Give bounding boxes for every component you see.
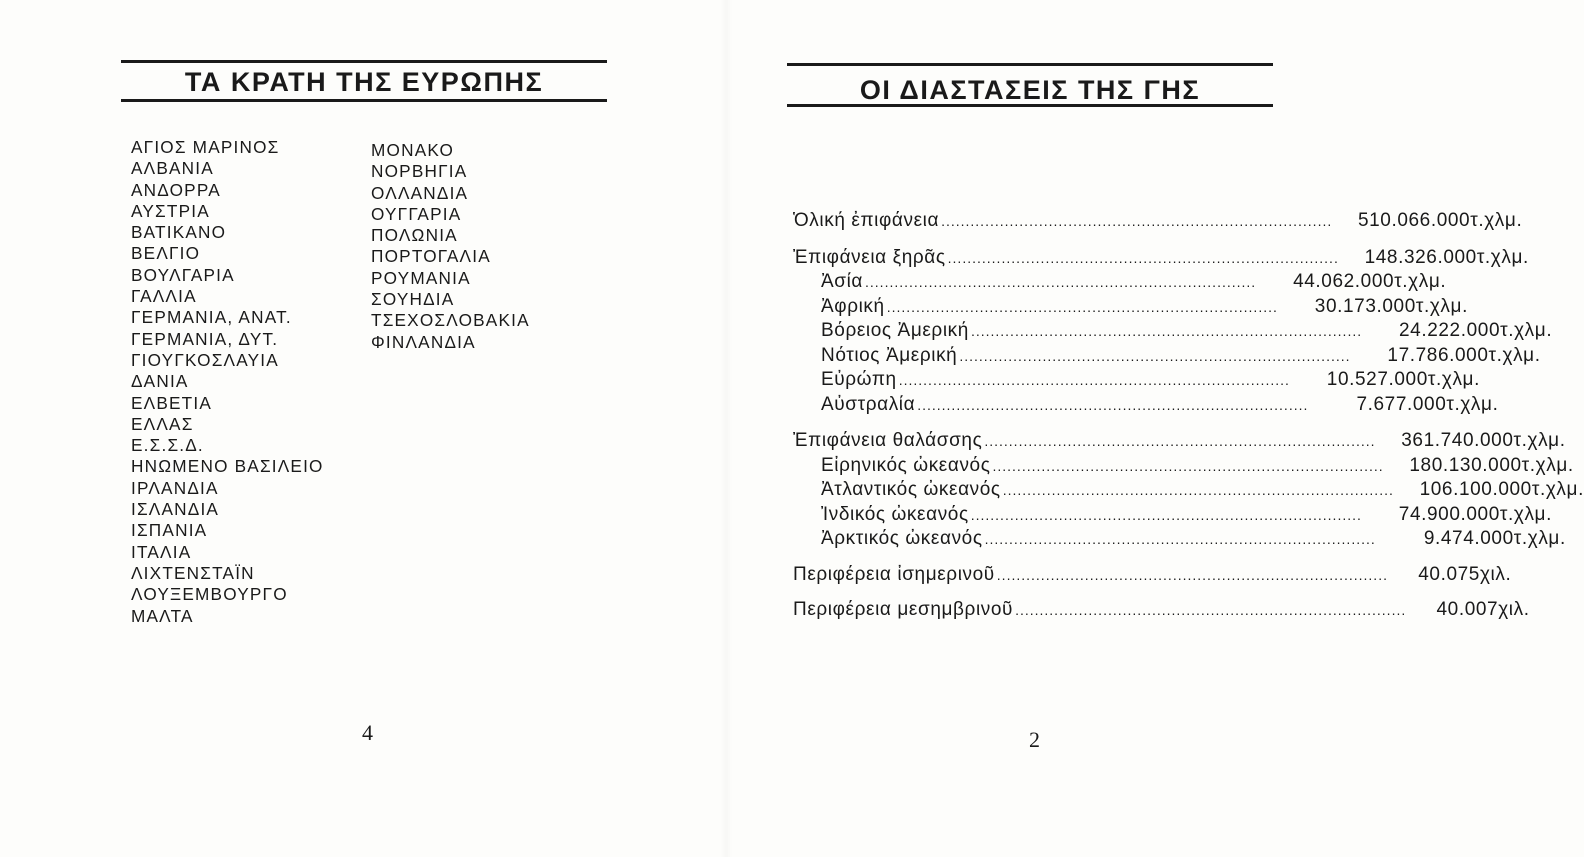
dot-leader: ................................................................................	[898, 372, 1290, 388]
stat-row	[793, 295, 1468, 320]
country-name: ΛΙΧΤΕΝΣΤΑΪΝ	[131, 562, 255, 583]
stat-label: Ἀτλαντικός ὠκεανός	[821, 479, 1001, 500]
country-name: ΓΑΛΛΙΑ	[131, 286, 197, 307]
stat-row	[793, 527, 1566, 552]
dot-leader: ................................................................................	[1002, 482, 1394, 498]
stat-label: Ἀσία	[821, 271, 864, 292]
right-page	[726, 0, 1584, 857]
stat-value: 180.130.000	[1409, 454, 1522, 476]
stat-row	[793, 344, 1541, 369]
stat-label: Αὐστραλία	[821, 393, 916, 415]
dot-leader: ................................................................................	[959, 347, 1351, 364]
country-name: ΟΥΓΓΑΡΙΑ	[371, 203, 462, 224]
dot-leader: ................................................................................	[917, 396, 1309, 413]
country-name: ΑΓΙΟΣ ΜΑΡΙΝΟΣ	[131, 137, 280, 157]
country-name: ΦΙΝΛΑΝΔΙΑ	[371, 331, 476, 352]
country-name: ΜΑΛΤΑ	[131, 605, 194, 626]
stat-unit: τ.χλμ.	[1476, 246, 1529, 268]
stat-unit: τ.χλμ.	[1499, 503, 1552, 525]
stat-row	[793, 393, 1499, 418]
country-name: ΠΟΛΩΝΙΑ	[371, 225, 458, 246]
country-name: ΝΟΡΒΗΓΙΑ	[371, 161, 468, 182]
stat-row	[793, 503, 1552, 528]
right-page-number: 2	[1029, 727, 1040, 752]
right-page-heading	[787, 63, 1273, 107]
meridian-circumference-row	[793, 598, 1530, 623]
country-name: ΕΛΒΕΤΙΑ	[131, 392, 213, 413]
stat-label: Περιφέρεια ἰσημερινοῦ	[793, 563, 995, 585]
stat-value: 17.786.000	[1387, 344, 1489, 366]
left-page	[0, 0, 726, 857]
stat-label: Ἀρκτικός ὠκεανός	[821, 528, 983, 549]
country-name: ΣΟΥΗΔΙΑ	[371, 289, 455, 310]
country-name: ΑΥΣΤΡΙΑ	[131, 200, 210, 221]
stat-label: Περιφέρεια μεσημβρινοῦ	[793, 599, 1014, 620]
dot-leader: ................................................................................	[1015, 602, 1407, 618]
stat-unit: τ.χλμ.	[1513, 430, 1566, 451]
country-name: ΔΑΝΙΑ	[131, 371, 189, 392]
dot-leader: ................................................................................	[984, 531, 1376, 547]
stat-unit: τ.χλμ.	[1470, 210, 1523, 231]
dot-leader: ................................................................................	[984, 433, 1376, 449]
equator-circumference-row	[793, 563, 1512, 588]
country-name: ΙΣΛΑΝΔΙΑ	[131, 499, 220, 520]
stat-row	[793, 478, 1584, 503]
country-name: ΓΕΡΜΑΝΙΑ, ΔΥΤ.	[131, 328, 279, 349]
dot-leader: ................................................................................	[865, 274, 1257, 290]
left-page-heading	[121, 60, 607, 102]
stat-value: 30.173.000	[1314, 295, 1416, 317]
country-name: ΓΕΡΜΑΝΙΑ, ΑΝΑΤ.	[131, 307, 292, 328]
stat-value: 7.677.000	[1356, 393, 1447, 415]
country-name: ΟΛΛΑΝΔΙΑ	[371, 182, 469, 203]
left-page-number: 4	[362, 720, 373, 745]
country-name: ΛΟΥΞΕΜΒΟΥΡΓΟ	[131, 584, 288, 605]
country-name: ΗΝΩΜΕΝΟ ΒΑΣΙΛΕΙΟ	[131, 456, 324, 477]
country-name: ΙΡΛΑΝΔΙΑ	[131, 477, 219, 498]
stat-value: 24.222.000	[1399, 320, 1501, 341]
stat-label: Ἰνδικός ὠκεανός	[821, 503, 969, 525]
stat-unit: χιλ.	[1498, 599, 1530, 620]
stat-value: 148.326.000	[1364, 246, 1477, 268]
stat-row	[793, 270, 1447, 295]
dot-leader: ................................................................................	[970, 323, 1363, 339]
country-name: ΕΛΛΑΣ	[131, 413, 194, 434]
stat-unit: τ.χλμ.	[1521, 454, 1574, 476]
country-name: ΒΑΤΙΚΑΝΟ	[131, 222, 227, 243]
stat-unit: τ.χλμ.	[1446, 393, 1499, 415]
country-name: ΙΤΑΛΙΑ	[131, 541, 192, 562]
country-name: ΜΟΝΑΚΟ	[371, 140, 455, 160]
stat-unit: τ.χλμ.	[1415, 295, 1468, 317]
stat-label: Ἐπιφάνεια θαλάσσης	[793, 430, 983, 451]
stat-unit: χιλ.	[1479, 563, 1512, 585]
stat-label: Ἀφρική	[821, 295, 885, 317]
stat-unit: τ.χλμ.	[1513, 528, 1566, 549]
stat-value: 510.066.000	[1357, 210, 1471, 231]
stat-value: 10.527.000	[1326, 369, 1428, 390]
stat-unit: τ.χλμ.	[1394, 271, 1447, 292]
stat-row	[793, 319, 1553, 344]
stat-unit: τ.χλμ.	[1488, 344, 1541, 366]
country-list-column-1	[131, 137, 324, 627]
country-name: ΤΣΕΧΟΣΛΟΒΑΚΙΑ	[371, 310, 530, 331]
stat-label: Ὁλική ἐπιφάνεια	[793, 210, 940, 231]
dot-leader: ................................................................................	[996, 566, 1388, 583]
country-name: ΑΝΔΟΡΡΑ	[131, 179, 221, 200]
country-name: ΒΕΛΓΙΟ	[131, 243, 201, 264]
dot-leader: ................................................................................	[941, 213, 1333, 229]
country-name: Ε.Σ.Σ.Δ.	[131, 435, 204, 456]
stat-label: Νότιος Ἀμερική	[821, 344, 958, 366]
stat-row	[793, 368, 1480, 393]
country-name: ΡΟΥΜΑΝΙΑ	[371, 267, 471, 288]
country-name: ΓΙΟΥΓΚΟΣΛΑΥΙΑ	[131, 349, 279, 370]
stat-value: 106.100.000	[1419, 479, 1532, 500]
stat-value: 9.474.000	[1423, 528, 1514, 549]
country-name: ΙΣΠΑΝΙΑ	[131, 520, 208, 541]
stat-unit: τ.χλμ.	[1500, 320, 1553, 341]
land-surface-row	[793, 246, 1529, 271]
dot-leader: ................................................................................	[886, 298, 1278, 315]
continents-list	[793, 270, 1553, 417]
stat-label: Εὐρώπη	[821, 369, 897, 390]
sea-surface-row	[793, 429, 1566, 454]
dot-leader: ................................................................................	[992, 457, 1384, 474]
stat-value: 44.062.000	[1293, 271, 1395, 292]
country-list-column-2	[371, 140, 530, 353]
stat-row	[793, 454, 1574, 479]
stat-value: 361.740.000	[1401, 430, 1514, 451]
stat-unit: τ.χλμ.	[1427, 369, 1480, 390]
stat-label: Εἰρηνικός ὠκεανός	[821, 454, 991, 476]
stat-label: Ἐπιφάνεια ξηρᾶς	[793, 246, 946, 268]
country-name: ΑΛΒΑΝΙΑ	[131, 158, 214, 179]
earth-dimensions-table	[793, 209, 1584, 623]
country-name: ΠΟΡΤΟΓΑΛΙΑ	[371, 246, 491, 267]
stat-label: Βόρειος Ἀμερική	[821, 320, 969, 341]
dot-leader: ................................................................................	[947, 249, 1339, 266]
country-name: ΒΟΥΛΓΑΡΙΑ	[131, 264, 235, 285]
stat-value: 74.900.000	[1398, 503, 1500, 525]
dot-leader: ................................................................................	[970, 506, 1362, 523]
oceans-list	[793, 454, 1584, 552]
stat-unit: τ.χλμ.	[1531, 479, 1584, 500]
stat-value: 40.007	[1436, 599, 1499, 620]
left-page-title: ΤΑ ΚΡΑΤΗ ΤΗΣ ΕΥΡΩΠΗΣ	[184, 67, 544, 97]
total-surface-row	[793, 209, 1523, 234]
right-page-title: ΟΙ ΔΙΑΣΤΑΣΕΙΣ ΤΗΣ ΓΗΣ	[859, 75, 1201, 105]
stat-value: 40.075	[1418, 563, 1480, 585]
